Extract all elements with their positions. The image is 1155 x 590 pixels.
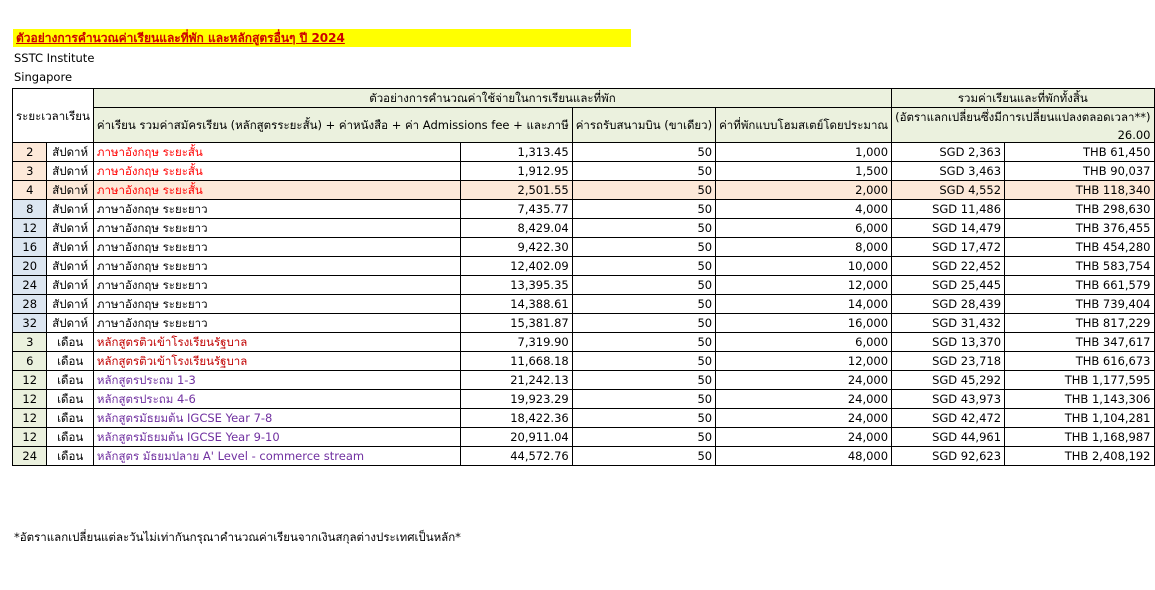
homestay-value: 48,000 <box>716 447 892 466</box>
duration-unit: เดือน <box>47 333 93 352</box>
institute-location: Singapore <box>14 70 73 84</box>
airport-value: 50 <box>572 371 715 390</box>
total-sgd: SGD 92,623 <box>892 447 1005 466</box>
exchange-note: (อัตราแลกเปลี่ยนซึ่งมีการเปลี่ยนแปลงตลอดเวลา**) <box>895 110 1151 124</box>
airport-value: 50 <box>572 257 715 276</box>
duration-number: 12 <box>13 409 47 428</box>
table-row <box>13 352 1155 371</box>
airport-value: 50 <box>572 143 715 162</box>
fee-table <box>12 88 1155 466</box>
total-thb: THB 1,143,306 <box>1005 390 1154 409</box>
duration-unit: เดือน <box>47 352 93 371</box>
tuition-value: 18,422.36 <box>461 409 572 428</box>
airport-value: 50 <box>572 238 715 257</box>
table-row <box>13 219 1155 238</box>
footnote: *อัตราแลกเปลี่ยนแต่ละวันไม่เท่ากันกรุณาคำนวณค่าเรียนจากเงินสกุลต่างประเทศเป็นหลัก* <box>14 530 461 544</box>
course-name: หลักสูตรติวเข้าโรงเรียนรัฐบาล <box>93 352 461 371</box>
duration-unit: สัปดาห์ <box>47 143 93 162</box>
homestay-header: ค่าที่พักแบบโฮมสเตย์โดยประมาณ <box>716 108 892 143</box>
total-thb: THB 61,450 <box>1005 143 1154 162</box>
course-name: ภาษาอังกฤษ ระยะสั้น <box>93 162 461 181</box>
airport-value: 50 <box>572 333 715 352</box>
duration-number: 6 <box>13 352 47 371</box>
total-thb: THB 298,630 <box>1005 200 1154 219</box>
tuition-value: 14,388.61 <box>461 295 572 314</box>
airport-value: 50 <box>572 314 715 333</box>
duration-number: 32 <box>13 314 47 333</box>
course-name: หลักสูตรมัธยมต้น IGCSE Year 7-8 <box>93 409 461 428</box>
exchange-rate: 26.00 <box>1117 128 1151 142</box>
duration-unit: สัปดาห์ <box>47 162 93 181</box>
airport-value: 50 <box>572 200 715 219</box>
homestay-value: 6,000 <box>716 333 892 352</box>
tuition-value: 1,313.45 <box>461 143 572 162</box>
total-sgd: SGD 13,370 <box>892 333 1005 352</box>
tuition-header: ค่าเรียน รวมค่าสมัครเรียน (หลักสูตรระยะสั้น) + ค่าหนังสือ + ค่า Admissions fee + และภาษี <box>93 108 572 143</box>
total-sgd: SGD 43,973 <box>892 390 1005 409</box>
total-sgd: SGD 44,961 <box>892 428 1005 447</box>
tuition-value: 2,501.55 <box>461 181 572 200</box>
duration-unit: เดือน <box>47 409 93 428</box>
duration-unit: สัปดาห์ <box>47 257 93 276</box>
duration-unit: สัปดาห์ <box>47 238 93 257</box>
total-sgd: SGD 31,432 <box>892 314 1005 333</box>
duration-number: 24 <box>13 276 47 295</box>
airport-value: 50 <box>572 276 715 295</box>
page-title: ตัวอย่างการคำนวณค่าเรียนและที่พัก และหลักสูตรอื่นๆ ปี 2024 <box>13 29 631 47</box>
total-sgd: SGD 25,445 <box>892 276 1005 295</box>
airport-value: 50 <box>572 352 715 371</box>
table-row <box>13 390 1155 409</box>
duration-unit: เดือน <box>47 447 93 466</box>
homestay-value: 6,000 <box>716 219 892 238</box>
total-thb: THB 583,754 <box>1005 257 1154 276</box>
total-sgd: SGD 2,363 <box>892 143 1005 162</box>
tuition-value: 9,422.30 <box>461 238 572 257</box>
total-sgd: SGD 23,718 <box>892 352 1005 371</box>
table-row <box>13 257 1155 276</box>
total-thb: THB 90,037 <box>1005 162 1154 181</box>
course-name: ภาษาอังกฤษ ระยะยาว <box>93 238 461 257</box>
course-name: ภาษาอังกฤษ ระยะยาว <box>93 257 461 276</box>
total-thb: THB 1,168,987 <box>1005 428 1154 447</box>
total-sgd: SGD 17,472 <box>892 238 1005 257</box>
duration-number: 4 <box>13 181 47 200</box>
airport-value: 50 <box>572 162 715 181</box>
airport-value: 50 <box>572 219 715 238</box>
total-sgd: SGD 11,486 <box>892 200 1005 219</box>
table-row <box>13 333 1155 352</box>
total-sgd: SGD 14,479 <box>892 219 1005 238</box>
table-row <box>13 200 1155 219</box>
homestay-value: 24,000 <box>716 409 892 428</box>
calc-group-header: ตัวอย่างการคำนวณค่าใช้จ่ายในการเรียนและที่พัก <box>93 89 891 108</box>
total-thb: THB 739,404 <box>1005 295 1154 314</box>
duration-number: 8 <box>13 200 47 219</box>
course-name: ภาษาอังกฤษ ระยะยาว <box>93 219 461 238</box>
course-name: หลักสูตรติวเข้าโรงเรียนรัฐบาล <box>93 333 461 352</box>
course-name: ภาษาอังกฤษ ระยะยาว <box>93 276 461 295</box>
duration-unit: เดือน <box>47 371 93 390</box>
table-row <box>13 238 1155 257</box>
duration-number: 2 <box>13 143 47 162</box>
airport-value: 50 <box>572 447 715 466</box>
table-row <box>13 447 1155 466</box>
total-sgd: SGD 3,463 <box>892 162 1005 181</box>
tuition-value: 13,395.35 <box>461 276 572 295</box>
tuition-value: 1,912.95 <box>461 162 572 181</box>
table-row <box>13 181 1155 200</box>
homestay-value: 12,000 <box>716 352 892 371</box>
total-sgd: SGD 28,439 <box>892 295 1005 314</box>
duration-number: 12 <box>13 428 47 447</box>
duration-unit: สัปดาห์ <box>47 200 93 219</box>
course-name: หลักสูตรประถม 1-3 <box>93 371 461 390</box>
duration-number: 16 <box>13 238 47 257</box>
tuition-value: 8,429.04 <box>461 219 572 238</box>
homestay-value: 1,500 <box>716 162 892 181</box>
duration-number: 3 <box>13 333 47 352</box>
duration-number: 3 <box>13 162 47 181</box>
homestay-value: 2,000 <box>716 181 892 200</box>
course-name: หลักสูตรมัธยมต้น IGCSE Year 9-10 <box>93 428 461 447</box>
table-row <box>13 162 1155 181</box>
duration-unit: สัปดาห์ <box>47 314 93 333</box>
fee-table-body <box>13 143 1155 466</box>
homestay-value: 1,000 <box>716 143 892 162</box>
table-row <box>13 371 1155 390</box>
table-row <box>13 428 1155 447</box>
duration-unit: เดือน <box>47 428 93 447</box>
tuition-value: 11,668.18 <box>461 352 572 371</box>
total-sgd: SGD 22,452 <box>892 257 1005 276</box>
homestay-value: 8,000 <box>716 238 892 257</box>
duration-unit: สัปดาห์ <box>47 295 93 314</box>
total-group-header: รวมค่าเรียนและที่พักทั้งสิ้น <box>892 89 1154 108</box>
duration-unit: สัปดาห์ <box>47 276 93 295</box>
total-thb: THB 118,340 <box>1005 181 1154 200</box>
total-thb: THB 1,177,595 <box>1005 371 1154 390</box>
duration-number: 12 <box>13 371 47 390</box>
tuition-value: 44,572.76 <box>461 447 572 466</box>
total-thb: THB 2,408,192 <box>1005 447 1154 466</box>
tuition-value: 19,923.29 <box>461 390 572 409</box>
course-name: ภาษาอังกฤษ ระยะยาว <box>93 200 461 219</box>
tuition-value: 7,435.77 <box>461 200 572 219</box>
total-thb: THB 347,617 <box>1005 333 1154 352</box>
duration-number: 12 <box>13 390 47 409</box>
duration-number: 20 <box>13 257 47 276</box>
total-sgd: SGD 4,552 <box>892 181 1005 200</box>
duration-number: 28 <box>13 295 47 314</box>
tuition-value: 21,242.13 <box>461 371 572 390</box>
total-sgd: SGD 42,472 <box>892 409 1005 428</box>
homestay-value: 4,000 <box>716 200 892 219</box>
table-row <box>13 295 1155 314</box>
total-thb: THB 661,579 <box>1005 276 1154 295</box>
airport-header: ค่ารถรับสนามบิน (ขาเดียว) <box>572 108 715 143</box>
homestay-value: 24,000 <box>716 371 892 390</box>
institute-name: SSTC Institute <box>14 51 95 65</box>
course-name: ภาษาอังกฤษ ระยะยาว <box>93 314 461 333</box>
table-row <box>13 276 1155 295</box>
course-name: หลักสูตรประถม 4-6 <box>93 390 461 409</box>
duration-unit: เดือน <box>47 390 93 409</box>
airport-value: 50 <box>572 295 715 314</box>
tuition-value: 7,319.90 <box>461 333 572 352</box>
table-row <box>13 314 1155 333</box>
homestay-value: 16,000 <box>716 314 892 333</box>
tuition-value: 20,911.04 <box>461 428 572 447</box>
course-name: หลักสูตร มัธยมปลาย A' Level - commerce stream <box>93 447 461 466</box>
duration-unit: สัปดาห์ <box>47 181 93 200</box>
duration-header: ระยะเวลาเรียน <box>13 89 94 143</box>
homestay-value: 24,000 <box>716 390 892 409</box>
total-sgd: SGD 45,292 <box>892 371 1005 390</box>
total-thb: THB 1,104,281 <box>1005 409 1154 428</box>
airport-value: 50 <box>572 428 715 447</box>
total-thb: THB 454,280 <box>1005 238 1154 257</box>
airport-value: 50 <box>572 409 715 428</box>
table-row <box>13 143 1155 162</box>
course-name: ภาษาอังกฤษ ระยะยาว <box>93 295 461 314</box>
airport-value: 50 <box>572 181 715 200</box>
homestay-value: 24,000 <box>716 428 892 447</box>
table-row <box>13 409 1155 428</box>
total-thb: THB 817,229 <box>1005 314 1154 333</box>
duration-unit: สัปดาห์ <box>47 219 93 238</box>
duration-number: 24 <box>13 447 47 466</box>
exchange-header <box>892 108 1154 143</box>
tuition-value: 12,402.09 <box>461 257 572 276</box>
total-thb: THB 616,673 <box>1005 352 1154 371</box>
homestay-value: 12,000 <box>716 276 892 295</box>
airport-value: 50 <box>572 390 715 409</box>
tuition-value: 15,381.87 <box>461 314 572 333</box>
total-thb: THB 376,455 <box>1005 219 1154 238</box>
course-name: ภาษาอังกฤษ ระยะสั้น <box>93 143 461 162</box>
course-name: ภาษาอังกฤษ ระยะสั้น <box>93 181 461 200</box>
homestay-value: 14,000 <box>716 295 892 314</box>
duration-number: 12 <box>13 219 47 238</box>
homestay-value: 10,000 <box>716 257 892 276</box>
